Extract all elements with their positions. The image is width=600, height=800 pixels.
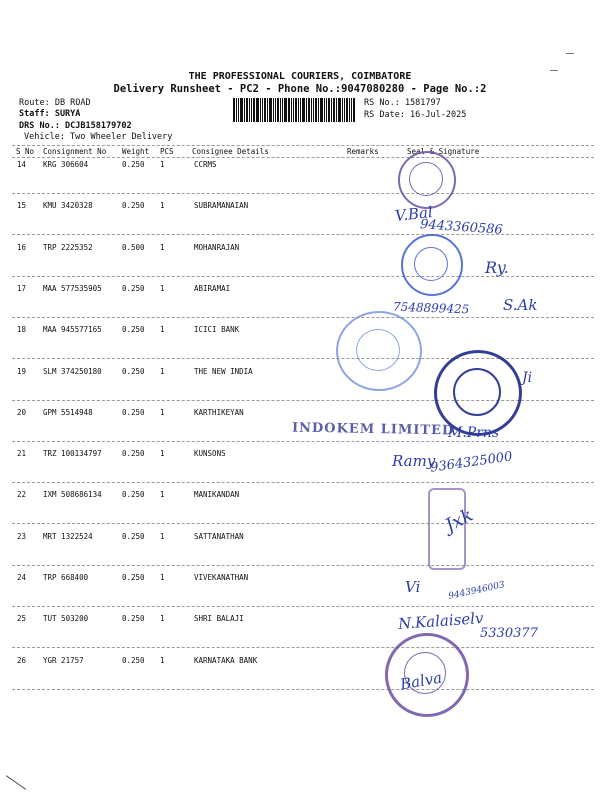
cell-consignment-no: KRG 306604 <box>43 160 89 169</box>
cell-consignee: MANIKANDAN <box>194 490 240 499</box>
col-pcs: PCS <box>160 147 174 156</box>
cell-sno: 25 <box>17 614 27 623</box>
handwritten-signature: N.Kalaiselv <box>397 609 484 633</box>
cell-consignment-no: TRP 668400 <box>43 573 89 582</box>
cell-consignee: THE NEW INDIA <box>194 367 253 376</box>
cell-weight: 0.250 <box>122 325 145 334</box>
cell-pcs: 1 <box>160 490 165 499</box>
cell-sno: 17 <box>17 284 27 293</box>
cell-weight: 0.250 <box>122 532 145 541</box>
header-top-rule <box>12 145 594 146</box>
cell-pcs: 1 <box>160 532 165 541</box>
vehicle-label: Vehicle: Two Wheeler Delivery <box>24 132 173 142</box>
header-bottom-rule <box>12 157 594 158</box>
cell-weight: 0.500 <box>122 243 145 252</box>
cell-pcs: 1 <box>160 656 165 665</box>
handwritten-signature: S.Ak <box>503 296 538 314</box>
company-title: THE PROFESSIONAL COURIERS, COIMBATORE <box>188 71 412 82</box>
cell-consignee: ICICI BANK <box>194 325 240 334</box>
row-divider <box>12 523 594 524</box>
cell-consignment-no: IXM 508686134 <box>43 490 102 499</box>
cell-sno: 18 <box>17 325 27 334</box>
handwritten-phone: 5330377 <box>480 626 538 641</box>
cell-consignment-no: MRT 1322524 <box>43 532 93 541</box>
cell-consignment-no: SLM 374250180 <box>43 367 102 376</box>
cell-sno: 16 <box>17 243 27 252</box>
cell-consignment-no: TUT 503200 <box>43 614 89 623</box>
bank-seal-stamp <box>401 234 463 296</box>
scan-mark <box>550 70 558 71</box>
cell-consignment-no: TRP 2225352 <box>43 243 93 252</box>
handwritten-signature: M.Prns <box>448 425 500 441</box>
runsheet-subtitle: Delivery Runsheet - PC2 - Phone No.:9047080280 - Page No.:2 <box>113 83 487 95</box>
cell-consignee: SUBRAMANAIAN <box>194 201 249 210</box>
circular-seal-stamp <box>398 151 456 209</box>
rs-number: RS No.: 1581797 <box>364 98 441 108</box>
row-divider <box>12 358 594 359</box>
indokem-stamp-text: INDOKEM LIMITED <box>291 420 455 439</box>
col-remarks: Remarks <box>347 147 379 156</box>
row-divider <box>12 565 594 566</box>
handwritten-signature: Jxk <box>441 504 477 537</box>
drs-label: DRS No.: DCJB158179702 <box>19 121 132 131</box>
cell-pcs: 1 <box>160 367 165 376</box>
cell-weight: 0.250 <box>122 408 145 417</box>
cell-pcs: 1 <box>160 160 165 169</box>
cell-weight: 0.250 <box>122 573 145 582</box>
cell-consignee: SATTANATHAN <box>194 532 244 541</box>
cell-consignment-no: TRZ 100134797 <box>43 449 102 458</box>
cell-pcs: 1 <box>160 614 165 623</box>
cell-weight: 0.250 <box>122 160 145 169</box>
cell-consignment-no: YGR 21757 <box>43 656 84 665</box>
col-consignment: Consignment No <box>43 147 107 156</box>
cell-consignee: CCRMS <box>194 160 217 169</box>
cell-consignee: KUNSONS <box>194 449 226 458</box>
branch-seal-stamp <box>336 311 422 391</box>
staff-label: Staff: SURYA <box>19 109 81 119</box>
col-consignee: Consignee Details <box>192 147 269 156</box>
barcode <box>233 98 358 122</box>
cell-sno: 26 <box>17 656 27 665</box>
cell-consignee: VIVEKANATHAN <box>194 573 249 582</box>
col-sno: S No <box>16 147 35 156</box>
cell-pcs: 1 <box>160 201 165 210</box>
col-seal-signature: Seal & Signature <box>407 147 480 156</box>
cell-sno: 14 <box>17 160 27 169</box>
cell-consignee: MOHANRAJAN <box>194 243 240 252</box>
cell-pcs: 1 <box>160 284 165 293</box>
cell-sno: 19 <box>17 367 27 376</box>
route-label: Route: DB ROAD <box>19 98 91 108</box>
col-weight: Weight <box>122 147 150 156</box>
row-divider <box>12 482 594 483</box>
cell-consignee: SHRI BALAJI <box>194 614 244 623</box>
cell-weight: 0.250 <box>122 201 145 210</box>
row-divider <box>12 647 594 648</box>
cell-pcs: 1 <box>160 243 165 252</box>
cell-sno: 21 <box>17 449 27 458</box>
row-divider <box>12 317 594 318</box>
cell-consignee: ABIRAMAI <box>194 284 231 293</box>
cell-sno: 23 <box>17 532 27 541</box>
row-divider <box>12 193 594 194</box>
cell-weight: 0.250 <box>122 490 145 499</box>
handwritten-signature: V.Bal <box>394 203 434 225</box>
handwritten-phone: 9364325000 <box>429 449 514 476</box>
handwritten-phone: 7548899425 <box>392 299 470 317</box>
handwritten-signature: Ji <box>522 370 533 386</box>
cell-sno: 22 <box>17 490 27 499</box>
cell-pcs: 1 <box>160 573 165 582</box>
cell-pcs: 1 <box>160 408 165 417</box>
cell-consignment-no: GPM 5514948 <box>43 408 93 417</box>
cell-weight: 0.250 <box>122 367 145 376</box>
handwritten-signature: Ramy <box>392 452 436 470</box>
cell-pcs: 1 <box>160 449 165 458</box>
handwritten-signature: Vi <box>405 578 421 596</box>
scan-mark <box>566 53 574 54</box>
cell-sno: 20 <box>17 408 27 417</box>
cell-consignee: KARNATAKA BANK <box>194 656 258 665</box>
row-divider <box>12 234 594 235</box>
handwritten-phone: 9443946003 <box>447 580 506 602</box>
cell-weight: 0.250 <box>122 284 145 293</box>
cell-sno: 15 <box>17 201 27 210</box>
cell-consignment-no: MAA 945577165 <box>43 325 102 334</box>
cell-consignment-no: MAA 577535905 <box>43 284 102 293</box>
row-divider <box>12 441 594 442</box>
handwritten-signature: Ry. <box>485 258 509 277</box>
cell-consignment-no: KMU 3420328 <box>43 201 93 210</box>
rs-date: RS Date: 16-Jul-2025 <box>364 110 467 120</box>
row-divider <box>12 689 594 690</box>
scan-mark <box>6 775 26 790</box>
cell-pcs: 1 <box>160 325 165 334</box>
row-divider <box>12 606 594 607</box>
cell-sno: 24 <box>17 573 27 582</box>
cell-consignee: KARTHIKEYAN <box>194 408 244 417</box>
cell-weight: 0.250 <box>122 656 145 665</box>
handwritten-phone: 9443360586 <box>419 217 504 238</box>
cell-weight: 0.250 <box>122 449 145 458</box>
cell-weight: 0.250 <box>122 614 145 623</box>
handwritten-signature: Balva <box>398 668 444 694</box>
